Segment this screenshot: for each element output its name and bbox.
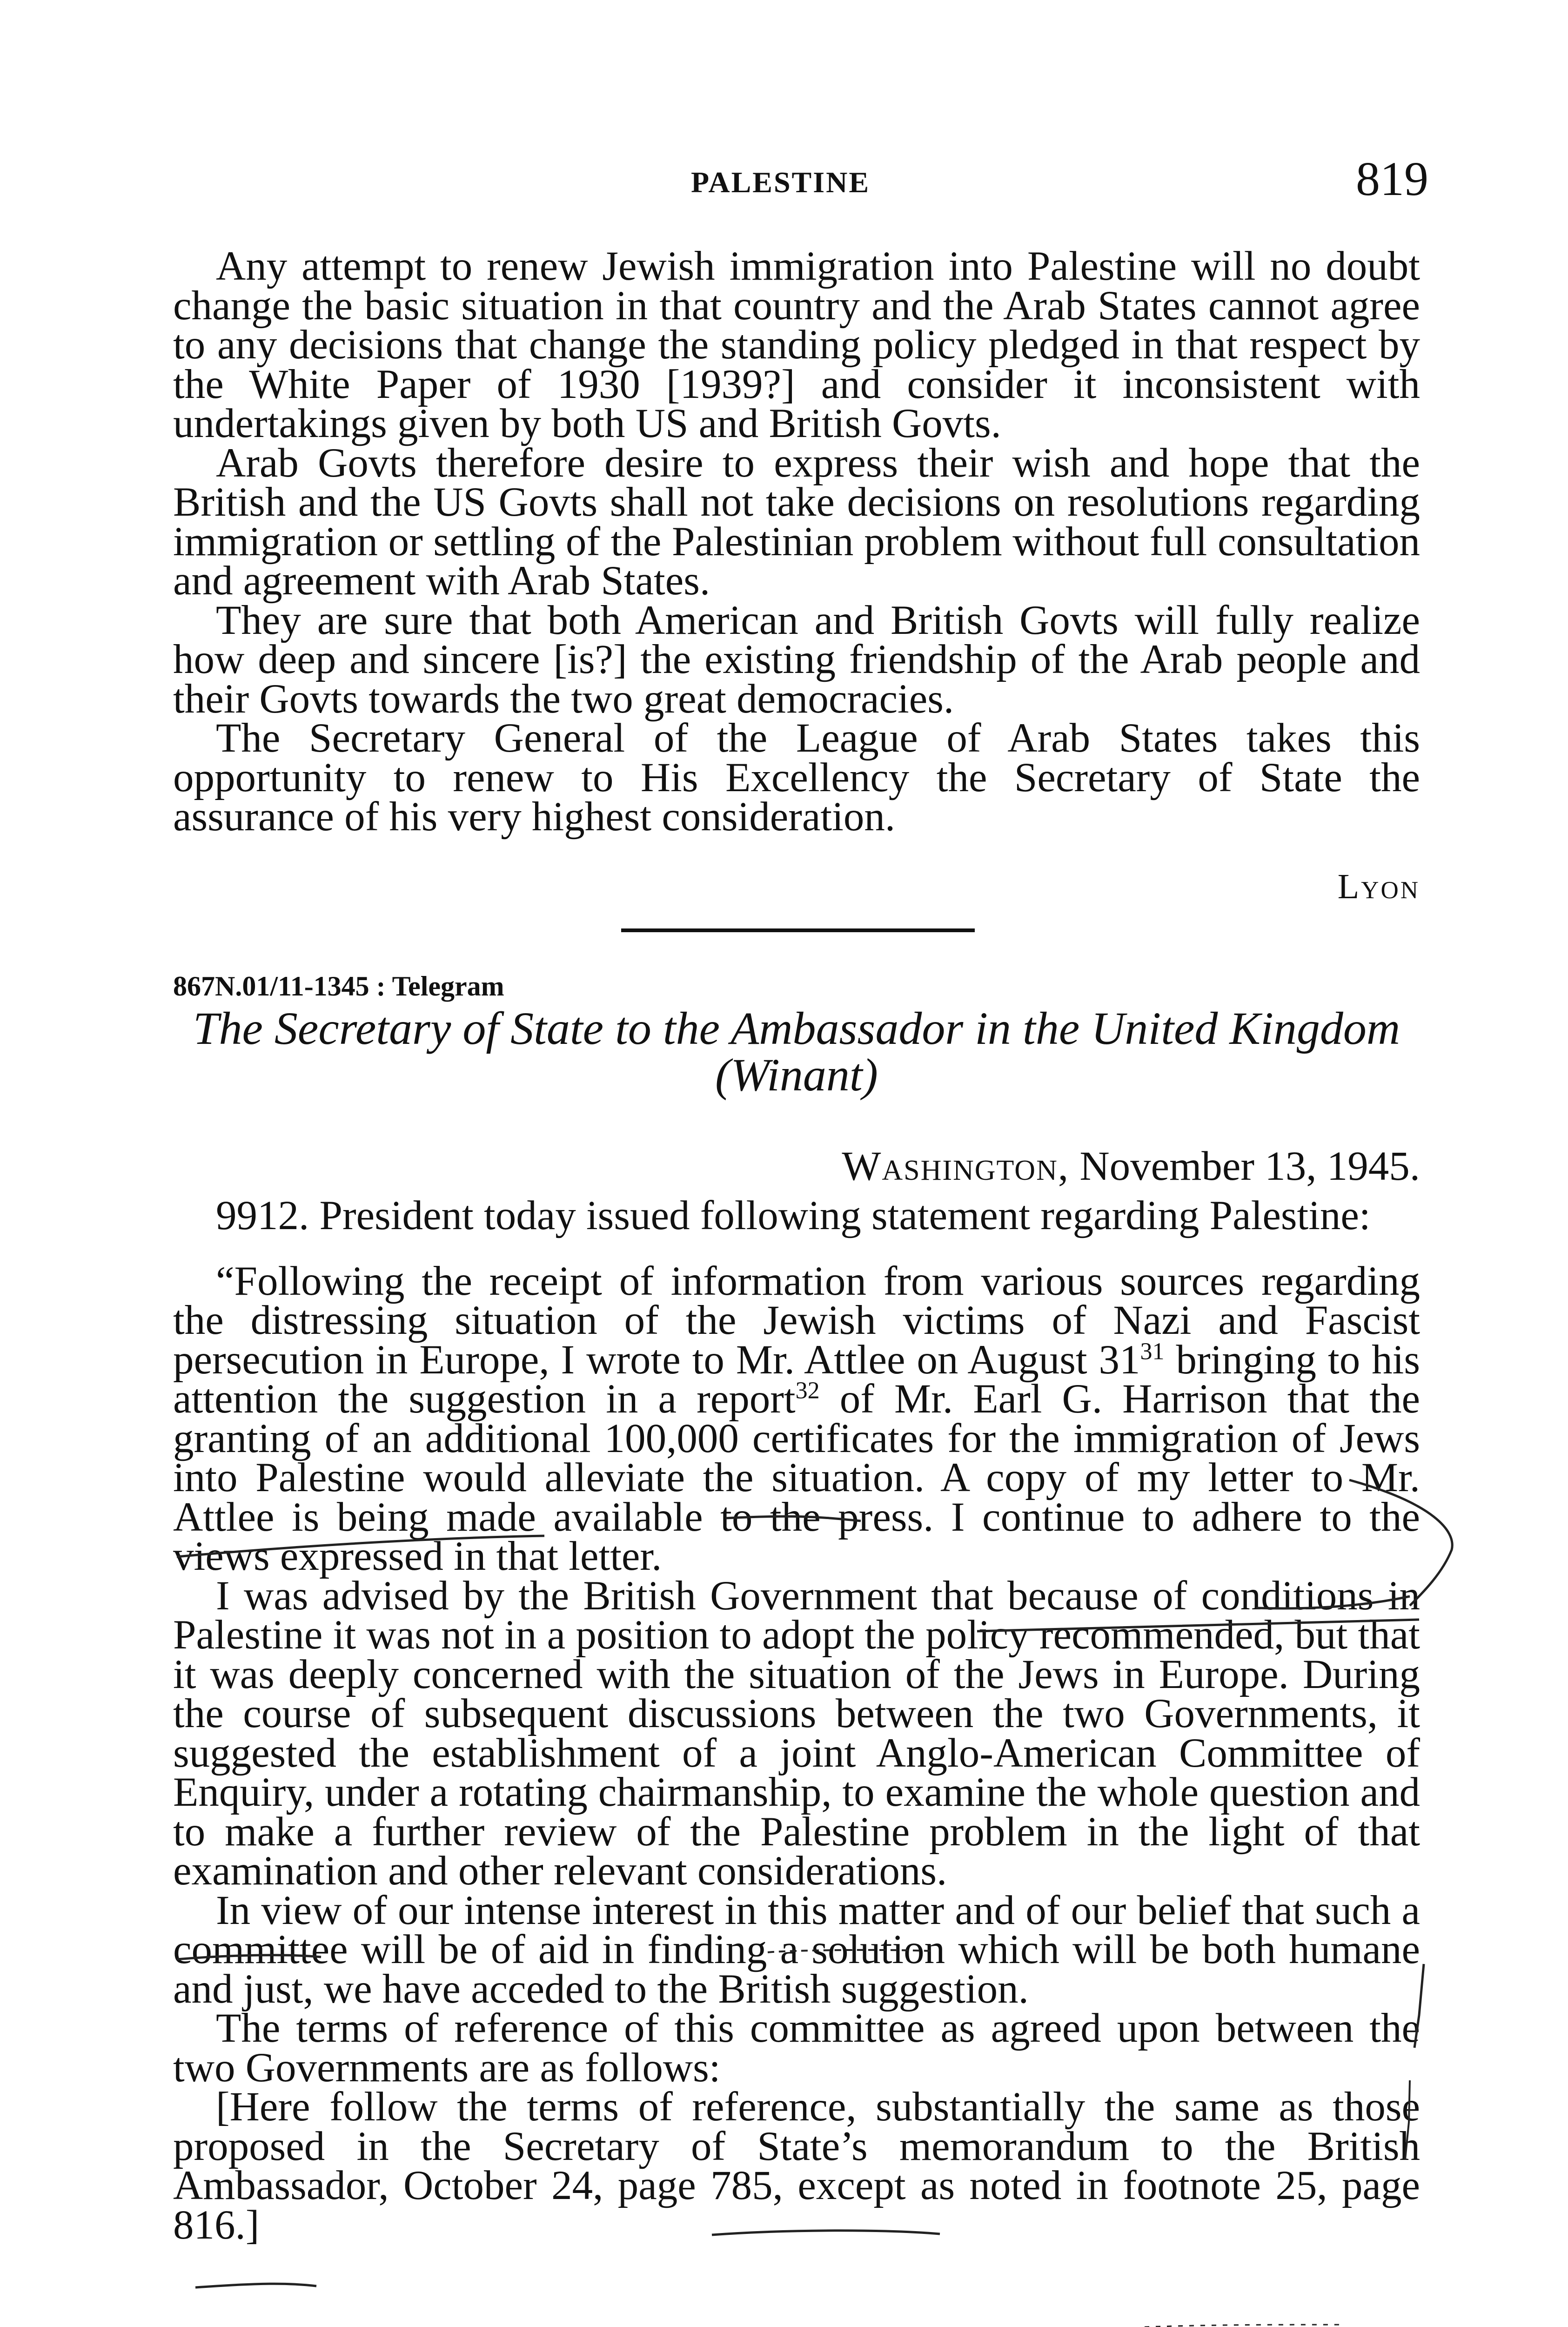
signature: Lyon — [1337, 867, 1420, 906]
letter-body — [173, 243, 1420, 840]
text-run: bringing to his attention the suggestion in a report — [173, 1337, 1420, 1422]
document-title — [173, 1002, 1420, 1101]
running-head: PALESTINE — [691, 166, 871, 199]
footnote-ref: 32 — [795, 1377, 820, 1404]
paragraph: The Secretary General of the League of Arab States takes this opportunity to renew to His Excellency the Secretary of State the assurance of his very highest consideration. — [173, 715, 1420, 840]
paragraph: They are sure that both American and British Govts will fully realize how deep and sincere [is?] the existing friendship of the Arab people and their Govts towards the two great democracies. — [173, 597, 1420, 722]
paragraph: Any attempt to renew Jewish immigration into Palestine will no doubt change the basic situation in that country and the Arab States cannot agree to any decisions that change the standing policy pledged in that respect by the White Paper of 1930 [1939?] and consider it inconsistent with undertakings given by both US and British Govts. — [173, 243, 1420, 446]
statement-paragraph — [173, 1258, 1420, 1579]
paragraph: I was advised by the British Government that because of conditions in Palestine it was not in a position to adopt the policy recommended, but that it was deeply concerned with the situation of the Jews in Europe. During the course of subsequent discussions between the two Governments, it suggested the establishment of a joint Anglo-American Committee of Enquiry, under a rotating chairmanship, to examine the whole question and to make a further review of the Palestine problem in the light of that examination and other relevant considerations. — [173, 1573, 1420, 1894]
dateline-place: Washington, — [842, 1143, 1070, 1189]
paragraph: The terms of reference of this committee as agreed upon between the two Governments are as follows: — [173, 2005, 1420, 2091]
paragraph: 9912. President today issued following statement regarding Palestine: — [216, 1193, 1371, 1238]
paragraph: [Here follow the terms of reference, substantially the same as those proposed in the Secretary of State’s memorandum to the British Ambassador, October 24, page 785, except as noted in footnote 25, page 816.] — [173, 2084, 1420, 2248]
section-divider — [621, 928, 975, 932]
paragraph: Arab Govts therefore desire to express their wish and hope that the British and the US Govts shall not take decisions on resolutions regarding immigration or settling of the Palestinian problem without full consultation and agreement with Arab States. — [173, 440, 1420, 604]
page-number: 819 — [1356, 152, 1428, 206]
text-run: of Mr. Earl G. Harrison that the granting of an additional 100,000 certificates for the immigration of Jews into Palestine would alleviate the situation. A copy of my letter to Mr. Attlee is being made available to the press. I continue to adhere to the views expressed in that letter. — [173, 1376, 1420, 1579]
dateline — [842, 1143, 1420, 1190]
footnote-ref: 31 — [1140, 1338, 1165, 1365]
pen-strikethrough — [195, 2284, 316, 2287]
title-line: The Secretary of State to the Ambassador in the United Kingdom — [193, 1002, 1400, 1054]
title-line: (Winant) — [715, 1049, 878, 1101]
dateline-date: November 13, 1945. — [1079, 1143, 1420, 1189]
text-run: “Following the receipt of information from various sources regarding the distressing situation of the Jewish victims of Nazi and Fascist persecution in Europe, I wrote to Mr. Attlee on August 31 — [173, 1258, 1420, 1383]
telegram-body — [173, 1193, 1420, 2248]
file-number: 867N.01/11-1345 : Telegram — [173, 971, 504, 1002]
paragraph: In view of our intense interest in this matter and of our belief that such a committee will be of aid in finding a solution which will be both humane and just, we have acceded to the British suggestion. — [173, 1887, 1420, 2012]
pen-mark — [1145, 2325, 1340, 2327]
